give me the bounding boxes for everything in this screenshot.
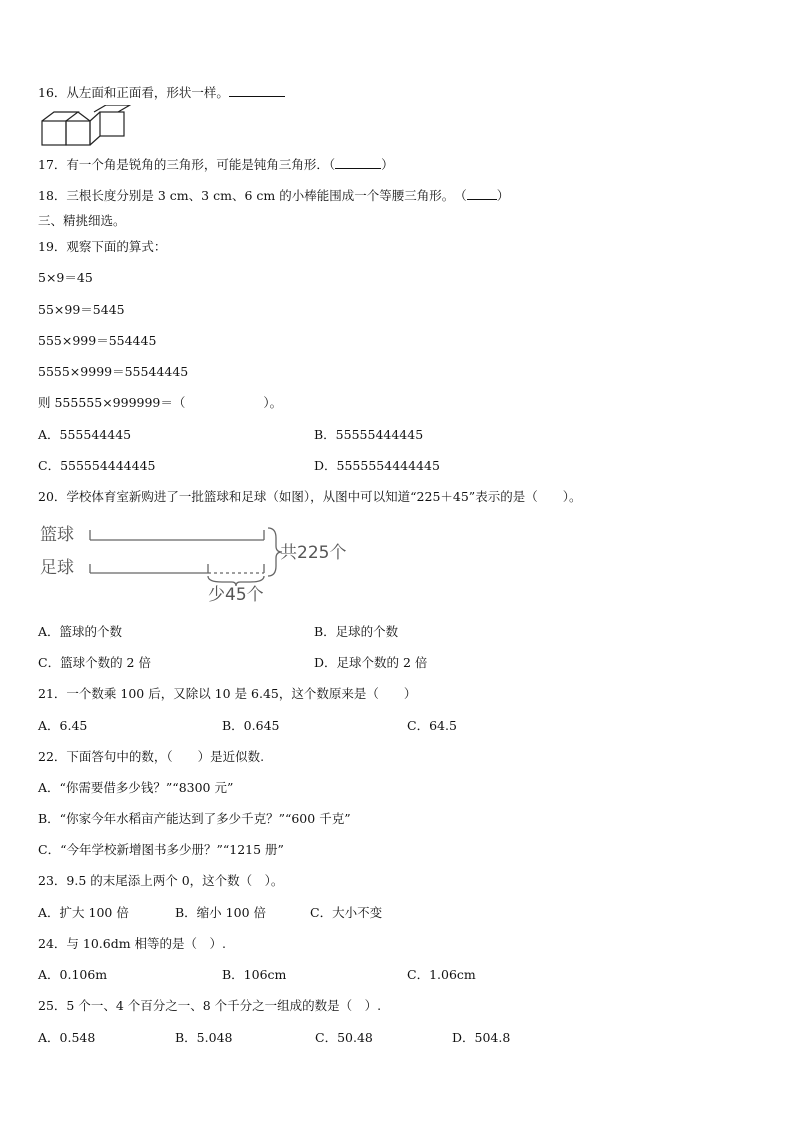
section-heading: 三、精挑细选。 bbox=[38, 213, 126, 228]
option-b[interactable]: B．0.645 bbox=[222, 718, 280, 733]
option-a[interactable]: A．555544445 bbox=[38, 427, 132, 442]
label-football: 足球 bbox=[40, 558, 74, 578]
bar-diagram bbox=[36, 518, 366, 608]
question-23-stem: 23．9.5 的末尾添上两个 0，这个数（ ）。 bbox=[38, 873, 284, 888]
option-c[interactable]: C．555554444445 bbox=[38, 458, 156, 473]
option-b[interactable]: B．55555444445 bbox=[314, 427, 424, 442]
option-a[interactable]: A．0.548 bbox=[38, 1030, 96, 1045]
option-b[interactable]: B．“你家今年水稻亩产能达到了多少千克？”“600 千克” bbox=[38, 811, 351, 826]
label-basketball: 篮球 bbox=[40, 525, 74, 545]
option-c[interactable]: C．50.48 bbox=[315, 1030, 373, 1045]
question-24-stem: 24．与 10.6dm 相等的是（ ）. bbox=[38, 936, 227, 951]
question-19-stem: 19．观察下面的算式： bbox=[38, 239, 167, 254]
option-b[interactable]: B．足球的个数 bbox=[314, 624, 399, 639]
equation-line: 55×99＝5445 bbox=[38, 302, 125, 317]
question-16: 16．从左面和正面看，形状一样。 bbox=[38, 84, 285, 101]
option-a[interactable]: A．扩大 100 倍 bbox=[38, 905, 129, 920]
equation-line: 555×999＝554445 bbox=[38, 333, 157, 348]
label-total: 共225个 bbox=[280, 543, 347, 563]
option-a[interactable]: A．0.106m bbox=[38, 967, 108, 982]
question-17: 17．有一个角是锐角的三角形，可能是钝角三角形．（ ） bbox=[38, 157, 394, 172]
cube-figure bbox=[40, 105, 132, 149]
option-c[interactable]: C．1.06cm bbox=[407, 967, 476, 982]
option-b[interactable]: B．5.048 bbox=[175, 1030, 233, 1045]
equation-line: 5555×9999＝55544445 bbox=[38, 364, 189, 379]
option-d[interactable]: D．足球个数的 2 倍 bbox=[314, 655, 428, 670]
answer-blank[interactable] bbox=[229, 84, 285, 97]
option-b[interactable]: B．缩小 100 倍 bbox=[175, 905, 266, 920]
question-21-stem: 21．一个数乘 100 后，又除以 10 是 6.45，这个数原来是（ ） bbox=[38, 686, 417, 701]
question-19-ask: 则 555555×999999＝（ ）。 bbox=[38, 395, 283, 410]
option-c[interactable]: C．64.5 bbox=[407, 718, 457, 733]
option-d[interactable]: D．504.8 bbox=[452, 1030, 511, 1045]
question-22-stem: 22．下面答句中的数，（ ）是近似数. bbox=[38, 749, 265, 764]
answer-blank[interactable] bbox=[467, 187, 497, 200]
question-18: 18．三根长度分别是 3 cm、3 cm、6 cm 的小棒能围成一个等腰三角形。 （ ） bbox=[38, 188, 510, 203]
equation-line: 5×9＝45 bbox=[38, 270, 93, 285]
option-c[interactable]: C．大小不变 bbox=[310, 905, 383, 920]
option-c[interactable]: C．篮球个数的 2 倍 bbox=[38, 655, 151, 670]
option-a[interactable]: A．6.45 bbox=[38, 718, 88, 733]
answer-blank[interactable] bbox=[335, 156, 381, 169]
option-c[interactable]: C．“今年学校新增图书多少册？”“1215 册” bbox=[38, 842, 284, 857]
option-d[interactable]: D．5555554444445 bbox=[314, 458, 440, 473]
option-b[interactable]: B．106cm bbox=[222, 967, 287, 982]
question-20-stem: 20．学校体育室新购进了一批篮球和足球（如图），从图中可以知道“225＋45”表示的是（ ）。 bbox=[38, 489, 582, 504]
option-a[interactable]: A．篮球的个数 bbox=[38, 624, 123, 639]
question-25-stem: 25．5 个一、4 个百分之一、8 个千分之一组成的数是（ ）. bbox=[38, 998, 382, 1013]
option-a[interactable]: A．“你需要借多少钱？”“8300 元” bbox=[38, 780, 234, 795]
label-less: 少45个 bbox=[208, 585, 264, 605]
